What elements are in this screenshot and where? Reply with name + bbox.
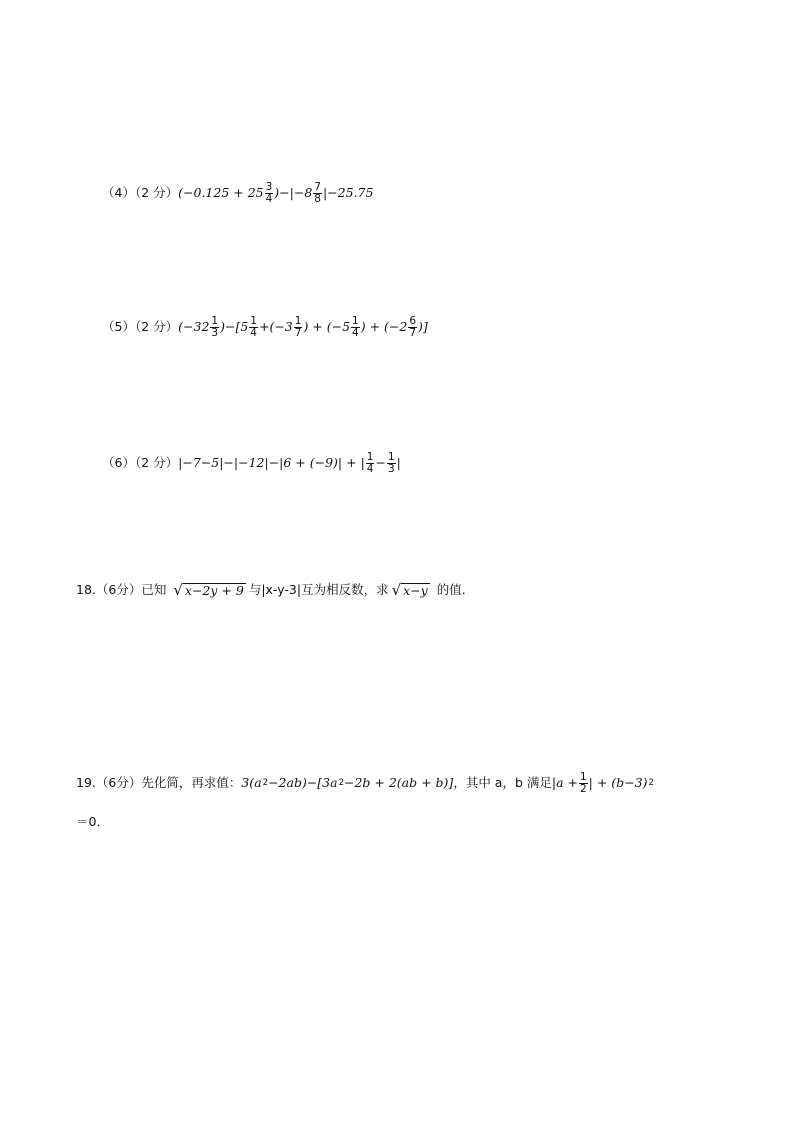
problem-19-var-a: a xyxy=(254,775,262,791)
problem-5-expr-e: ) + (−2 xyxy=(360,319,408,335)
fraction: $\frac{6}{7}$ xyxy=(409,315,417,340)
problem-19-equals-zero: ＝0． xyxy=(76,814,109,829)
problem-4-expr-b: )−|−8 xyxy=(274,185,313,201)
problem-19-cond-b: | + (b−3) xyxy=(588,775,648,791)
problem-5 xyxy=(102,316,428,339)
fraction: $\frac{1}{4}$ xyxy=(366,451,374,476)
problem-5-label: （5）（2 分） xyxy=(102,319,179,335)
problem-18-label: 18.（6分）已知 xyxy=(76,582,167,598)
problem-18 xyxy=(76,583,474,598)
problem-5-expr-c: +(−3 xyxy=(258,319,293,335)
problem-4 xyxy=(102,182,373,205)
problem-19-expr3: −2b + 2(ab + b)] xyxy=(344,775,454,791)
problem-19-expr2: −2ab)−[3 xyxy=(268,775,331,791)
exponent: 2 xyxy=(648,778,654,789)
problem-6-expr-a: |−7−5|−|−12|−|6 + (−9)| + | xyxy=(178,455,365,471)
problem-4-expr-a: (−0.125 + 25 xyxy=(178,185,264,201)
problem-18-mid: 与|x-y-3|互为相反数，求 xyxy=(248,582,389,598)
problem-19-label: 19.（6分）先化简，再求值： xyxy=(76,775,242,791)
problem-19-cond-a: a + xyxy=(556,775,578,791)
radical-sign-icon: √ xyxy=(173,581,183,599)
fraction: $\frac{7}{8}$ xyxy=(314,181,321,206)
fraction: $\frac{3}{4}$ xyxy=(265,181,273,206)
radical-sign-icon: √ xyxy=(391,581,402,599)
problem-5-expr-f: )] xyxy=(418,319,428,335)
problem-4-label: （4）（2 分） xyxy=(102,185,179,201)
problem-6-expr-c: | xyxy=(396,455,401,471)
fraction: $\frac{1}{4}$ xyxy=(352,315,359,340)
fraction: $\frac{1}{3}$ xyxy=(387,451,395,476)
fraction: $\frac{1}{3}$ xyxy=(211,315,219,340)
exponent: 2 xyxy=(262,778,269,789)
sqrt-expression: √ x−2y + 9 xyxy=(173,581,244,599)
sqrt-expression: √ x−y xyxy=(391,581,428,599)
problem-19 xyxy=(76,772,654,795)
fraction: $\frac{1}{7}$ xyxy=(294,315,302,340)
fraction: $\frac{1}{2}$ xyxy=(579,771,587,796)
exponent: 2 xyxy=(338,778,344,789)
problem-5-expr-b: )−[5 xyxy=(220,319,249,335)
problem-5-expr-a: (−32 xyxy=(178,319,210,335)
problem-6-expr-b: − xyxy=(375,455,386,471)
problem-19-line2 xyxy=(76,816,109,829)
problem-19-expr1: 3( xyxy=(241,775,255,791)
problem-19-var-a: a xyxy=(330,775,338,791)
fraction: $\frac{1}{4}$ xyxy=(250,315,257,340)
problem-4-expr-c: |−25.75 xyxy=(322,185,374,201)
problem-6 xyxy=(102,452,401,475)
problem-5-expr-d: ) + (−5 xyxy=(303,319,351,335)
problem-18-end: 的值． xyxy=(436,582,475,598)
problem-6-label: （6）（2 分） xyxy=(102,455,179,471)
problem-19-condition: ，其中 a，b 满足| xyxy=(453,775,557,791)
